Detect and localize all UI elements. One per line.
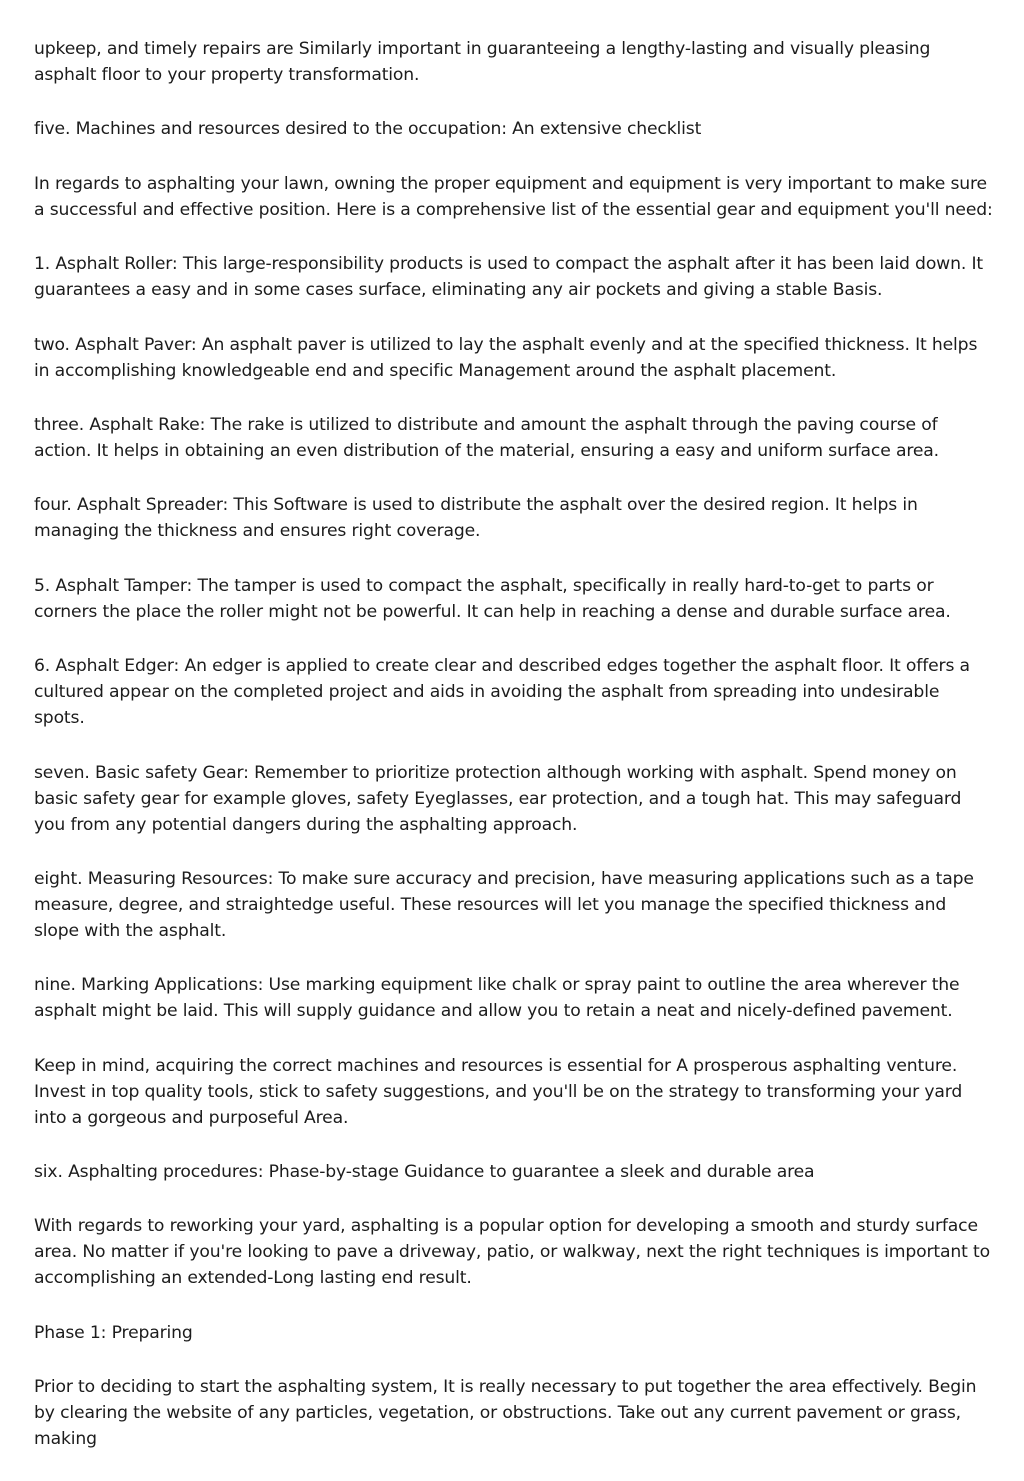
- list-item-asphalt-tamper: 5. Asphalt Tamper: The tamper is used to compact the asphalt, specifically in really hard-to-get to parts or corners the place the roller might not be powerful. It can help in reaching a dense and durable surface area.: [34, 575, 951, 622]
- list-item-asphalt-spreader: four. Asphalt Spreader: This Software is used to distribute the asphalt over the desired region. It helps in managing the thickness and ensures right coverage.: [34, 495, 918, 542]
- list-item-asphalt-edger: 6. Asphalt Edger: An edger is applied to create clear and described edges together the asphalt floor. It offers a cultured appear on the completed project and aids in avoiding the asphalt from spreading into undesirable spots.: [34, 656, 970, 729]
- phase-heading-preparing: Phase 1: Preparing: [34, 1322, 193, 1343]
- section-heading-machines-checklist: five. Machines and resources desired to the occupation: An extensive checklist: [34, 119, 702, 140]
- paragraph-procedures-intro: With regards to reworking your yard, asphalting is a popular option for developing a smooth and sturdy surface area. No matter if you're looking to pave a driveway, patio, or walkway, next the right techniques is important to accomplishing an extended-Long lasting end result.: [34, 1216, 990, 1289]
- document-body: [34, 36, 994, 1481]
- paragraph-equipment-summary: Keep in mind, acquiring the correct machines and resources is essential for A prosperous asphalting venture. Invest in top quality tools, stick to safety suggestions, and you'll be on the strategy to transforming your yard into a gorgeous and purposeful Area.: [34, 1055, 963, 1128]
- section-heading-asphalting-procedures: six. Asphalting procedures: Phase-by-stage Guidance to guarantee a sleek and durable area: [34, 1162, 815, 1183]
- paragraph-upkeep-continuation: upkeep, and timely repairs are Similarly important in guaranteeing a lengthy-lasting and visually pleasing asphalt floor to your property transformation.: [34, 39, 931, 85]
- list-item-safety-gear: seven. Basic safety Gear: Remember to prioritize protection although working with asphalt. Spend money on basic safety gear for example gloves, safety Eyeglasses, ear protection, and a tough hat. This may safeguard you from any potential dangers during the asphalting approach.: [34, 762, 962, 835]
- paragraph-preparing-details: Prior to deciding to start the asphalting system, It is really necessary to put together the area effectively. Begin by clearing the website of any particles, vegetation, or obstructions. Take out any current pavement or grass, making: [34, 1377, 977, 1450]
- list-item-asphalt-rake: three. Asphalt Rake: The rake is utilized to distribute and amount the asphalt through the paving course of action. It helps in obtaining an even distribution of the material, ensuring a easy and uniform surface area.: [34, 414, 939, 461]
- paragraph-equipment-intro: In regards to asphalting your lawn, owning the proper equipment and equipment is very important to make sure a successful and effective position. Here is a comprehensive list of the essential gear and equipment you'll need:: [34, 173, 993, 220]
- list-item-asphalt-paver: two. Asphalt Paver: An asphalt paver is utilized to lay the asphalt evenly and at the specified thickness. It helps in accomplishing knowledgeable end and specific Management around the asphalt placement.: [34, 334, 978, 381]
- list-item-measuring-resources: eight. Measuring Resources: To make sure accuracy and precision, have measuring applications such as a tape measure, degree, and straightedge useful. These resources will let you manage the specified thickness and slope with the asphalt.: [34, 868, 974, 941]
- list-item-marking-applications: nine. Marking Applications: Use marking equipment like chalk or spray paint to outline the area wherever the asphalt might be laid. This will supply guidance and allow you to retain a neat and nicely-defined pavement.: [34, 975, 960, 1022]
- list-item-asphalt-roller: 1. Asphalt Roller: This large-responsibility products is used to compact the asphalt after it has been laid down. It guarantees a easy and in some cases surface, eliminating any air pockets and giving a stable Basis.: [34, 254, 983, 301]
